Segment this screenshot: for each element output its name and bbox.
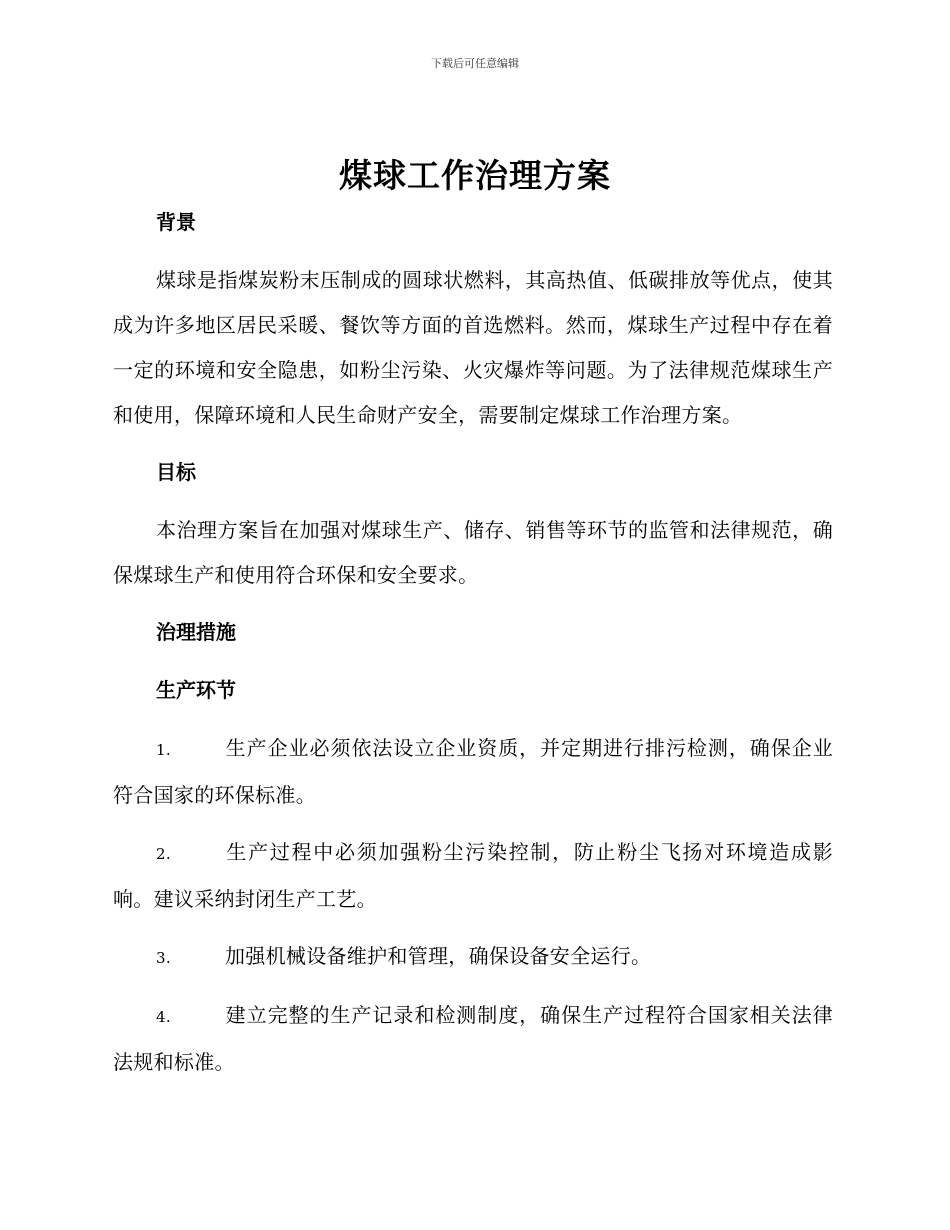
- section-heading-goal: 目标: [156, 460, 196, 484]
- list-item-text: 加强机械设备维护和管理，确保设备安全运行。: [225, 944, 652, 968]
- list-item-text: 生产过程中必须加强粉尘污染控制，防止粉尘飞扬对环境造成影响。建议采纳封闭生产工艺。: [113, 840, 833, 911]
- section-heading-background: 背景: [156, 210, 196, 234]
- goal-paragraph: 本治理方案旨在加强对煤球生产、储存、销售等环节的监管和法律规范，确保煤球生产和使用符合环保和安全要求。: [113, 518, 833, 587]
- list-item: [113, 934, 833, 981]
- section-heading-measures: 治理措施: [156, 620, 236, 644]
- list-item-text: 建立完整的生产记录和检测制度，确保生产过程符合国家相关法律法规和标准。: [113, 1003, 833, 1074]
- list-item: [113, 830, 833, 922]
- list-item-text: 生产企业必须依法设立企业资质，并定期进行排污检测，确保企业符合国家的环保标准。: [113, 736, 833, 807]
- section-heading-production: 生产环节: [156, 678, 236, 702]
- list-item-number: 1.: [156, 741, 171, 759]
- list-item-number: 4.: [156, 1008, 171, 1026]
- list-item: [113, 993, 833, 1085]
- page-header-note: 下载后可任意编辑: [431, 57, 519, 70]
- document-title: 煤球工作治理方案: [339, 156, 611, 195]
- document-body: [113, 200, 833, 1097]
- list-item-number: 2.: [156, 845, 171, 863]
- list-item-number: 3.: [156, 949, 171, 967]
- background-paragraph: 煤球是指煤炭粉末压制成的圆球状燃料，其高热值、低碳排放等优点，使其成为许多地区居民采暖、餐饮等方面的首选燃料。然而，煤球生产过程中存在着一定的环境和安全隐患，如粉尘污染、火灾爆炸等问题。为了法律规范煤球生产和使用，保障环境和人民生命财产安全，需要制定煤球工作治理方案。: [113, 268, 833, 427]
- list-item: [113, 726, 833, 818]
